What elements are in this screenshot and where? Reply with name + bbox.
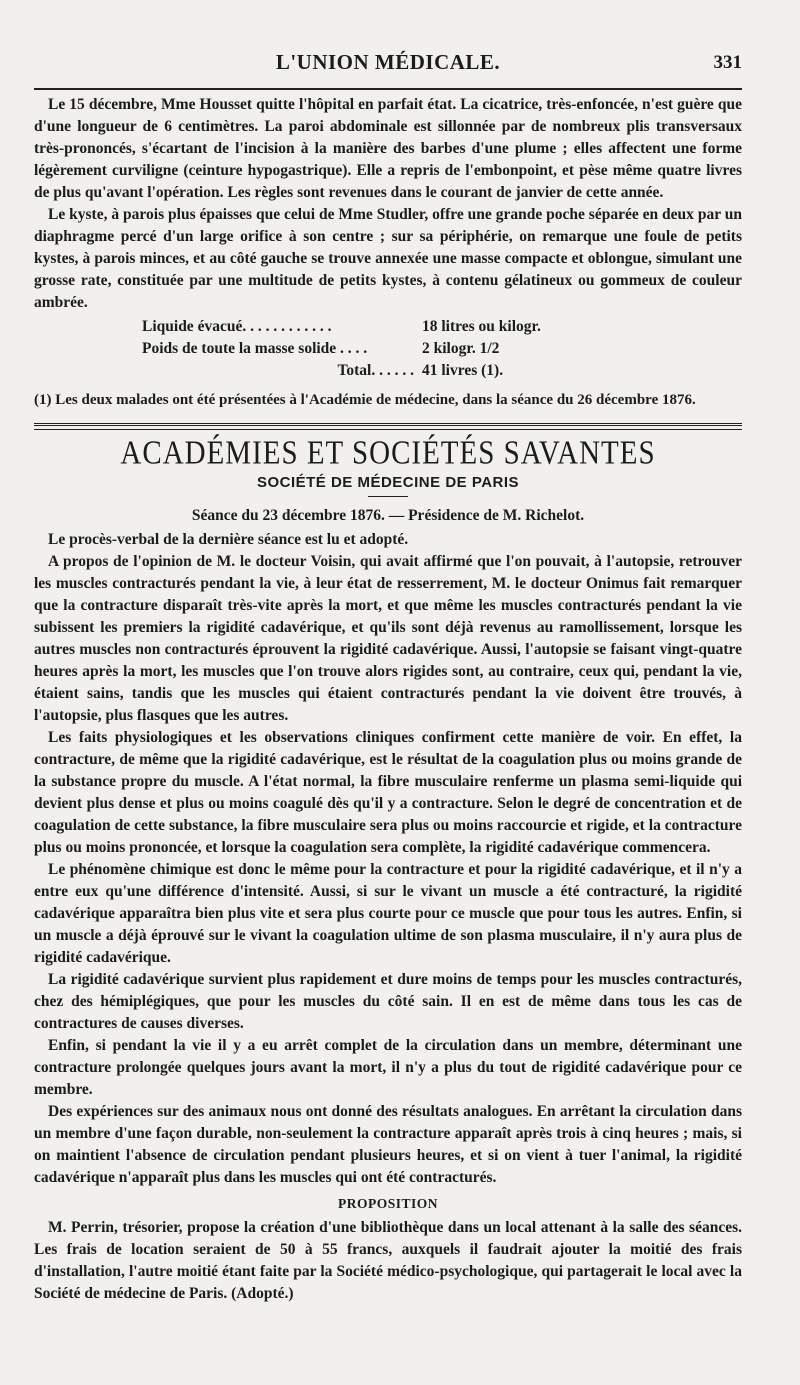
section-title: ACADÉMIES ET SOCIÉTÉS SAVANTES <box>120 434 656 472</box>
short-rule <box>368 496 408 497</box>
case-paragraph: Le 15 décembre, Mme Housset quitte l'hôpital en parfait état. La cicatrice, très-enfoncée, n'est guère que d'une longueur de 6 centimètres. La paroi abdominale est sillonnée par de nombreux plis transversaux très-prononcés, s'écartant de l'incision à la manière des barbes d'une plume ; elles affectent une forme légèrement curviligne (ceinture hypogastrique). Elle a repris de l'embonpoint, et pèse même quatre livres de plus qu'avant l'opération. Les règles sont revenues dans le courant de janvier de cette année. <box>34 96 742 201</box>
minutes-paragraph: Le procès-verbal de la dernière séance est lu et adopté. <box>48 531 409 548</box>
measure-value: 2 kilogr. 1/2 <box>422 340 500 357</box>
total-value: 41 livres (1). <box>422 362 504 379</box>
section-divider <box>34 423 742 430</box>
article-body <box>34 94 742 1305</box>
body-paragraph: Les faits physiologiques et les observations cliniques confirment cette manière de voir. En effet, la contracture, de même que la rigidité cadavérique, est le résultat de la coagulation plus ou moins grande de la substance propre du muscle. A l'état normal, la fibre musculaire renferme un plasma semi-liquide qui devient plus dense et plus ou moins coagulé dès qu'il y a contracture. Selon le degré de concentration et de coagulation de cette substance, la fibre musculaire sera plus ou moins raccourcie et rigide, et la contracture plus ou moins prononcée, et lorsque la coagulation sera complète, la rigidité cadavérique commencera. <box>34 729 742 856</box>
running-title: L'UNION MÉDICALE. <box>275 50 501 74</box>
measure-row <box>142 338 612 360</box>
measure-value: 18 litres ou kilogr. <box>422 318 541 335</box>
footnote: (1) Les deux malades ont été présentées à l'Académie de médecine, dans la séance du 26 décembre 1876. <box>34 392 696 408</box>
body-paragraph: A propos de l'opinion de M. le docteur Voisin, qui avait affirmé que l'on pouvait, à l'autopsie, retrouver les muscles contracturés pendant la vie, à leur état de resserrement, M. le docteur Onimus fait remarquer que la contracture disparaît très-vite après la mort, et que même les muscles contracturés pendant la vie subissent les premiers la rigidité cadavérique, et qu'ils sont déjà revenus au ramollissement, lorsque les autres muscles non contracturés éprouvent la rigidité cadavérique. Aussi, l'autopsie se faisant vingt-quatre heures après la mort, les muscles que l'on trouve alors rigides sont, au contraire, ceux qui, pendant la vie, étaient sains, tandis que les muscles qui étaient contracturés pendant la vie doivent être trouvés, à l'autopsie, plus flasques que les autres. <box>34 553 742 724</box>
body-paragraph: Enfin, si pendant la vie il y a eu arrêt complet de la circulation dans un membre, déterminant une contracture prolongée quelques jours avant la mort, il n'y a plus du tout de rigidité cadavérique pour ce membre. <box>34 1037 742 1098</box>
header-rule <box>34 88 742 90</box>
body-paragraph: Des expériences sur des animaux nous ont donné des résultats analogues. En arrêtant la circulation dans un membre d'une façon durable, non-seulement la contracture apparaît après trois à cinq heures ; mais, si on maintient l'absence de circulation pendant plusieurs heures, et si on vient à tuer l'animal, la rigidité cadavérique n'apparaît plus dans les muscles qui ont été contracturés. <box>34 1103 742 1186</box>
total-row <box>142 360 612 382</box>
measure-label: Liquide évacué. . . . . . . . . . . . <box>142 318 332 335</box>
body-paragraph: Le phénomène chimique est donc le même pour la contracture et pour la rigidité cadavérique, et il n'y a entre eux qu'une différence d'intensité. Aussi, si sur le vivant un muscle a été contracturé, la rigidité cadavérique apparaîtra bien plus vite et sera plus courte pour ce muscle que pour tous les autres. Enfin, si un muscle a déjà éprouvé sur le vivant la coagulation ultime de son plasma musculaire, il n'y aura plus de rigidité cadavérique. <box>34 861 742 966</box>
page-header <box>34 50 742 80</box>
total-label: Total. . . . . . <box>337 362 414 379</box>
proposition-paragraph: M. Perrin, trésorier, propose la création d'une bibliothèque dans un local attenant à la salle des séances. Les frais de location seraient de 50 à 55 francs, auxquels il faudrait ajouter la moitié des frais d'installation, l'autre moitié étant faite par la Société médico-psychologique, qui partagerait le local avec la Société de médecine de Paris. (Adopté.) <box>34 1219 742 1302</box>
session-line: Séance du 23 décembre 1876. — Présidence de M. Richelot. <box>191 507 585 524</box>
society-heading: SOCIÉTÉ DE MÉDECINE DE PARIS <box>256 474 520 491</box>
body-paragraph: La rigidité cadavérique survient plus rapidement et dure moins de temps pour les muscles contracturés, chez des hémiplégiques, que pour les muscles du côté sain. Il en est de même dans tous les cas de contractures de causes diverses. <box>34 971 742 1032</box>
proposition-heading: PROPOSITION <box>337 1196 438 1211</box>
measures-table <box>142 316 612 382</box>
page-number: 331 <box>713 52 742 73</box>
case-paragraph: Le kyste, à parois plus épaisses que celui de Mme Studler, offre une grande poche séparée en deux par un diaphragme percé d'un large orifice à son centre ; sur sa périphérie, on remarque une foule de petits kystes, à parois minces, et au côté gauche se trouve annexée une masse compacte et oblongue, simulant une grosse rate, constituée par une multitude de petits kystes, à contenu gélatineux ou gommeux de couleur ambrée. <box>34 206 742 311</box>
measure-label: Poids de toute la masse solide . . . . <box>142 340 368 357</box>
measure-row <box>142 316 612 338</box>
